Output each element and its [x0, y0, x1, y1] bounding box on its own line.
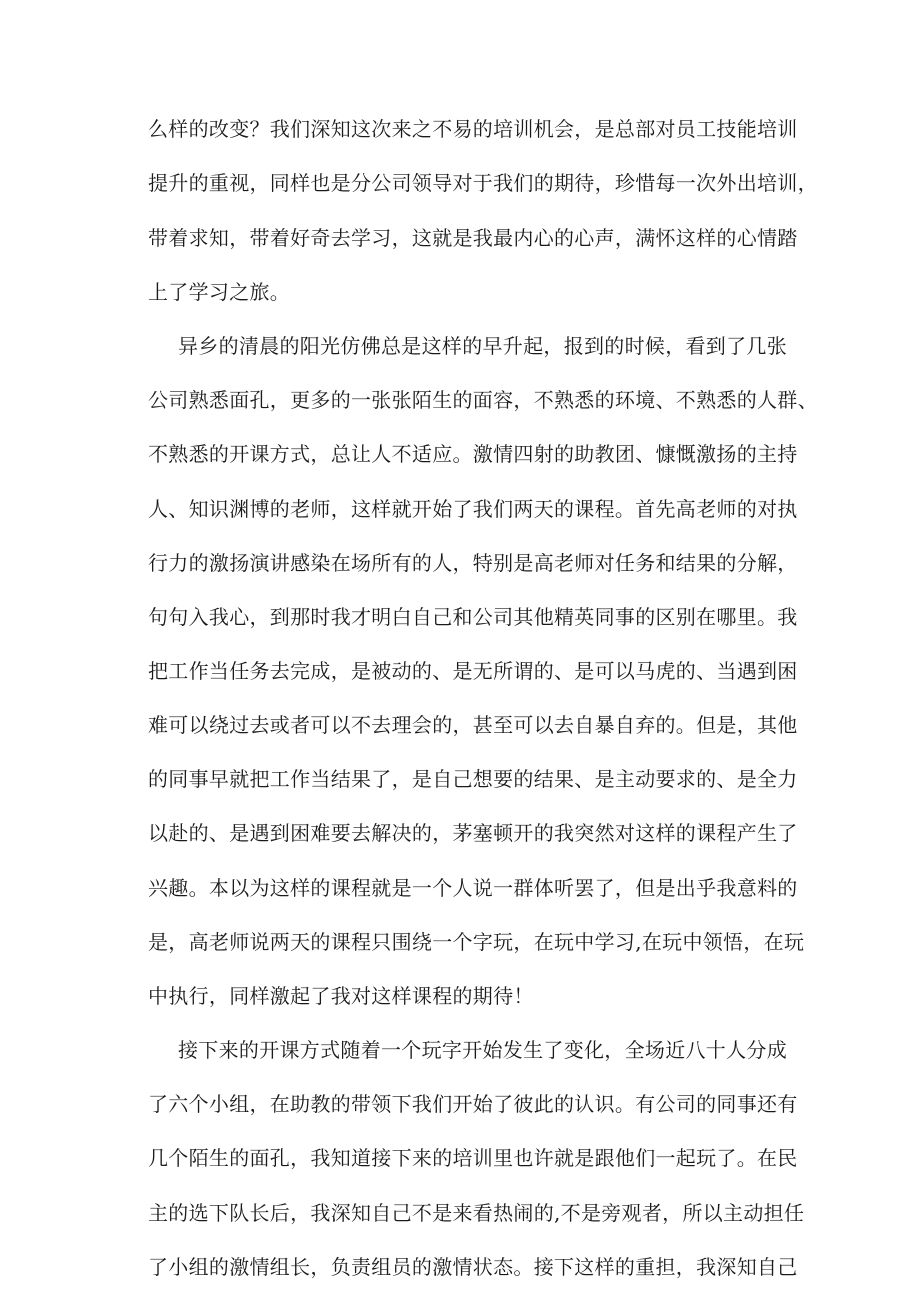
text-line: 的同事早就把工作当结果了，是自己想要的结果、是主动要求的、是全力: [148, 767, 798, 791]
text-line: 异乡的清晨的阳光仿佛总是这样的早升起，报到的时候，看到了几张: [178, 334, 787, 358]
text-line: 了小组的激情组长，负责组员的激情状态。接下这样的重担，我深知自己: [148, 1255, 798, 1279]
text-line: 带着求知，带着好奇去学习，这就是我最内心的心声，满怀这样的心情踏: [148, 226, 798, 250]
text-line: 提升的重视，同样也是分公司领导对于我们的期待，珍惜每一次外出培训，: [148, 171, 818, 195]
text-line: 几个陌生的面孔，我知道接下来的培训里也许就是跟他们一起玩了。在民: [148, 1146, 798, 1170]
text-line: 行力的激扬演讲感染在场所有的人，特别是高老师对任务和结果的分解，: [148, 551, 798, 575]
text-line: 以赴的、是遇到困难要去解决的，茅塞顿开的我突然对这样的课程产生了: [148, 821, 798, 845]
text-line: 不熟悉的开课方式，总让人不适应。激情四射的助教团、慷慨激扬的主持: [148, 442, 798, 466]
text-line: 中执行，同样激起了我对这样课程的期待！: [148, 984, 534, 1008]
text-line: 难可以绕过去或者可以不去理会的，甚至可以去自暴自弃的。但是，其他: [148, 713, 798, 737]
text-line: 把工作当任务去完成，是被动的、是无所谓的、是可以马虎的、当遇到困: [148, 659, 798, 683]
text-line: 么样的改变？我们深知这次来之不易的培训机会，是总部对员工技能培训: [148, 117, 798, 141]
text-line: 句句入我心，到那时我才明白自己和公司其他精英同事的区别在哪里。我: [148, 605, 798, 629]
text-line: 人、知识渊博的老师，这样就开始了我们两天的课程。首先高老师的对执: [148, 497, 798, 521]
text-line: 是，高老师说两天的课程只围绕一个字玩，在玩中学习,在玩中领悟，在玩: [148, 930, 805, 954]
text-line: 接下来的开课方式随着一个玩字开始发生了变化，全场近八十人分成: [178, 1038, 787, 1062]
text-line: 兴趣。本以为这样的课程就是一个人说一群体听罢了，但是出乎我意料的: [148, 876, 798, 900]
text-line: 公司熟悉面孔，更多的一张张陌生的面容，不熟悉的环境、不熟悉的人群、: [148, 388, 818, 412]
text-line: 主的选下队长后，我深知自己不是来看热闹的,不是旁观者，所以主动担任: [148, 1201, 805, 1225]
text-line: 了六个小组，在助教的带领下我们开始了彼此的认识。有公司的同事还有: [148, 1092, 798, 1116]
text-line: 上了学习之旅。: [148, 280, 291, 304]
